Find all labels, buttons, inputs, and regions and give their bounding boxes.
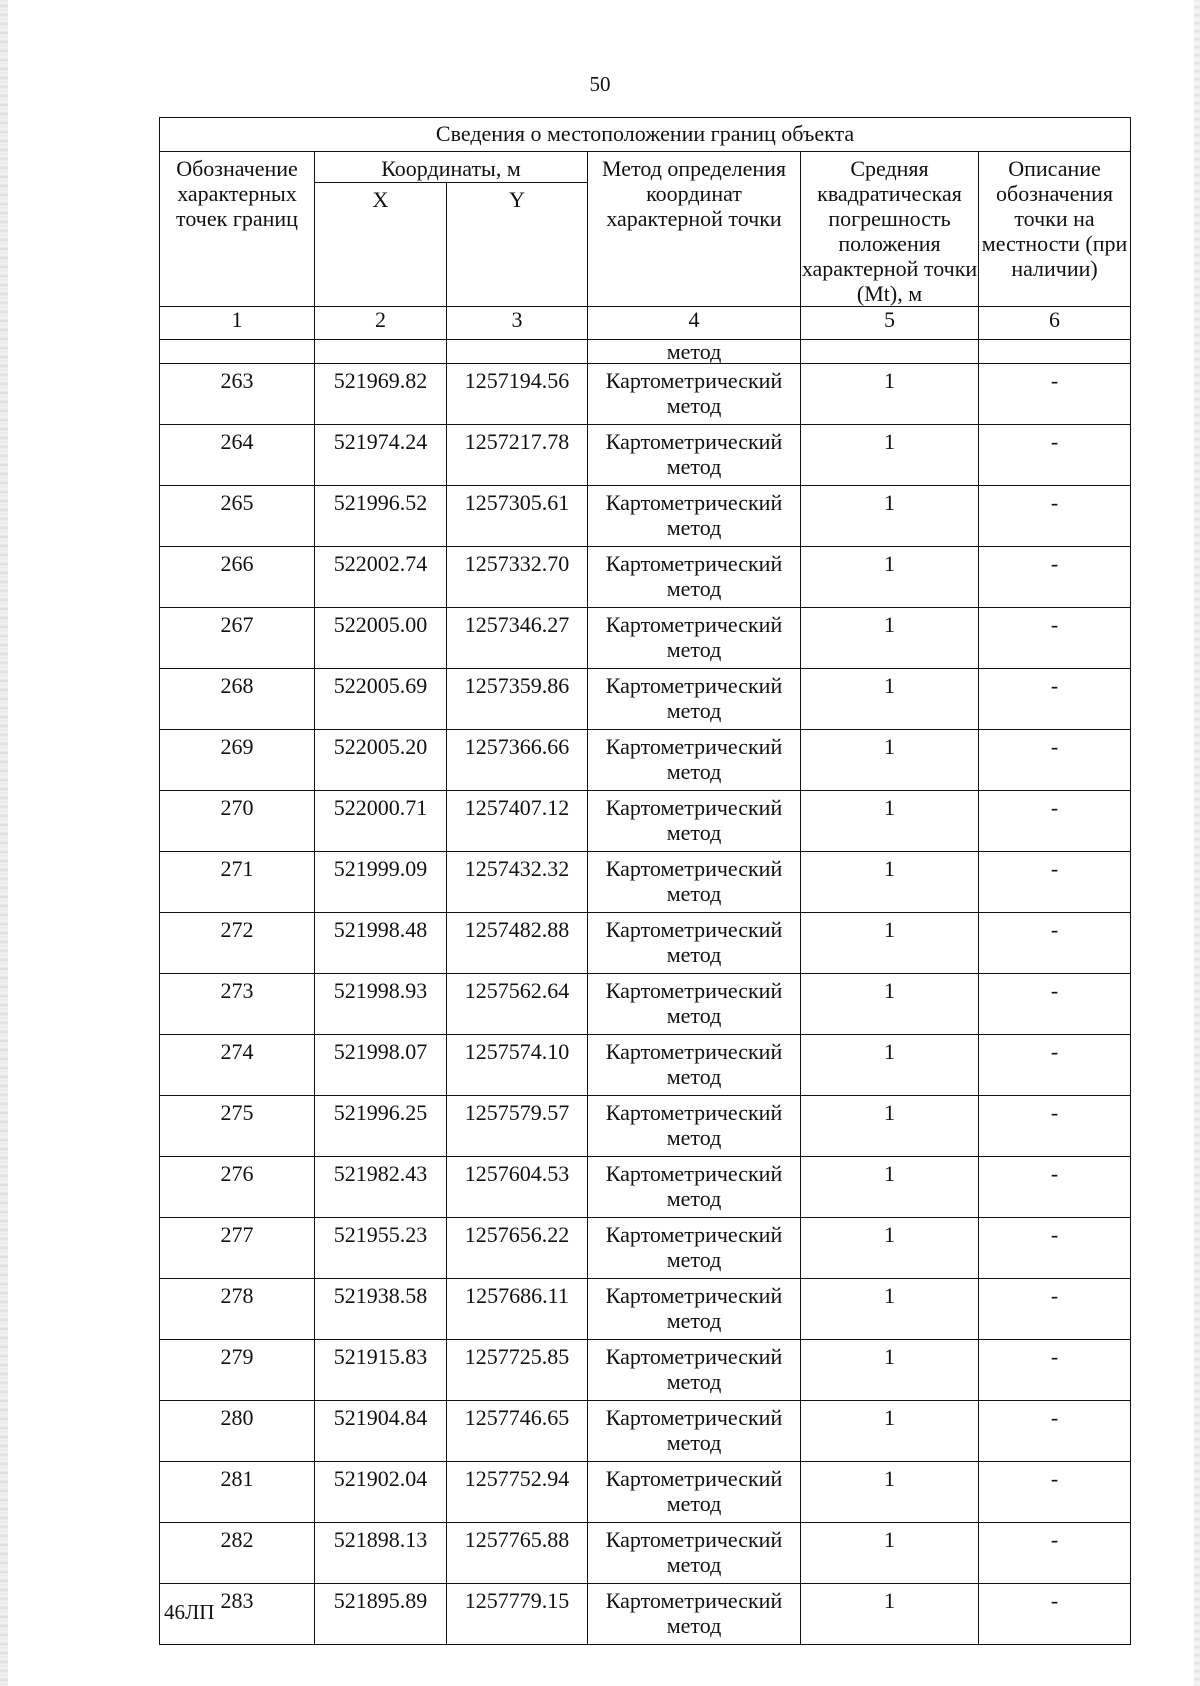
- table-row: [160, 791, 1131, 852]
- cell-point: 275: [160, 1096, 315, 1157]
- table-row: [160, 1279, 1131, 1340]
- table-row: [160, 1340, 1131, 1401]
- cell-error: 1: [801, 1401, 979, 1462]
- cell-method: Картометрический метод: [588, 486, 801, 547]
- header-x: X: [315, 183, 447, 307]
- cell-description: -: [979, 791, 1131, 852]
- cell-point: 277: [160, 1218, 315, 1279]
- cell-point: 280: [160, 1401, 315, 1462]
- cell-y: 1257686.11: [447, 1279, 588, 1340]
- cell-point: 283: [160, 1584, 315, 1645]
- cell-x: 522005.20: [315, 730, 447, 791]
- cell-point: 270: [160, 791, 315, 852]
- cell-description: -: [979, 1279, 1131, 1340]
- cell-description: -: [979, 1584, 1131, 1645]
- cell-y: 1257217.78: [447, 425, 588, 486]
- cell-y: 1257359.86: [447, 669, 588, 730]
- cell-y: 1257604.53: [447, 1157, 588, 1218]
- cell-point: 266: [160, 547, 315, 608]
- cell-y: 1257432.32: [447, 852, 588, 913]
- column-number: 6: [979, 307, 1131, 340]
- cell-y: 1257656.22: [447, 1218, 588, 1279]
- cell-method: Картометрический метод: [588, 852, 801, 913]
- cell-point: 274: [160, 1035, 315, 1096]
- cell-point: 272: [160, 913, 315, 974]
- cell-x: 522005.00: [315, 608, 447, 669]
- cell-y: 1257194.56: [447, 364, 588, 425]
- table-row: [160, 425, 1131, 486]
- cell-y: 1257725.85: [447, 1340, 588, 1401]
- scan-edge-left: [0, 0, 8, 1686]
- cell-method: Картометрический метод: [588, 1584, 801, 1645]
- cell-x: 521996.52: [315, 486, 447, 547]
- cell-error: 1: [801, 1035, 979, 1096]
- cell-x: 521982.43: [315, 1157, 447, 1218]
- cell-description: -: [979, 1096, 1131, 1157]
- cell-method: Картометрический метод: [588, 1340, 801, 1401]
- boundary-coordinates-table: [159, 117, 1131, 1645]
- cell-x: 521938.58: [315, 1279, 447, 1340]
- cell-error: 1: [801, 669, 979, 730]
- cell-x: 521898.13: [315, 1523, 447, 1584]
- table-row: [160, 1157, 1131, 1218]
- footer-code: 46ЛП: [164, 1600, 215, 1624]
- header-coordinates: Координаты, м: [315, 152, 588, 183]
- cell-y: 1257779.15: [447, 1584, 588, 1645]
- cell-point: 268: [160, 669, 315, 730]
- cell-method: Картометрический метод: [588, 730, 801, 791]
- cell-y: 1257752.94: [447, 1462, 588, 1523]
- cell-error: 1: [801, 1096, 979, 1157]
- cell-error: 1: [801, 974, 979, 1035]
- cell-y: 1257346.27: [447, 608, 588, 669]
- cell-method: Картометрический метод: [588, 1157, 801, 1218]
- cell-method: Картометрический метод: [588, 1096, 801, 1157]
- table-row: [160, 608, 1131, 669]
- cell-description: -: [979, 852, 1131, 913]
- cell-point: 271: [160, 852, 315, 913]
- continued-row: [160, 340, 1131, 364]
- cell-x: 521998.07: [315, 1035, 447, 1096]
- table-row: [160, 669, 1131, 730]
- table-row: [160, 1218, 1131, 1279]
- cell-method: Картометрический метод: [588, 791, 801, 852]
- cell-y: 1257579.57: [447, 1096, 588, 1157]
- table-row: [160, 913, 1131, 974]
- cell-error: 1: [801, 852, 979, 913]
- table-row: [160, 730, 1131, 791]
- table-title: Сведения о местоположении границ объекта: [160, 118, 1131, 152]
- page-number: [0, 72, 1200, 97]
- cell-error: 1: [801, 1462, 979, 1523]
- cell-method: Картометрический метод: [588, 425, 801, 486]
- cell-error: 1: [801, 425, 979, 486]
- cell-method: Картометрический метод: [588, 364, 801, 425]
- cell-error: 1: [801, 608, 979, 669]
- cell-x: 521996.25: [315, 1096, 447, 1157]
- cell-x: 521974.24: [315, 425, 447, 486]
- table-body: [160, 364, 1131, 1645]
- column-number: 2: [315, 307, 447, 340]
- cell-method: Картометрический метод: [588, 1401, 801, 1462]
- cell-x: 522005.69: [315, 669, 447, 730]
- cell-error: 1: [801, 1218, 979, 1279]
- table-row: [160, 486, 1131, 547]
- cell-y: 1257482.88: [447, 913, 588, 974]
- cell-method: Картометрический метод: [588, 1462, 801, 1523]
- cell-point: 279: [160, 1340, 315, 1401]
- cell-y: 1257562.64: [447, 974, 588, 1035]
- cell-description: -: [979, 730, 1131, 791]
- cell-x: 521999.09: [315, 852, 447, 913]
- cell-y: 1257366.66: [447, 730, 588, 791]
- cell-x: 521969.82: [315, 364, 447, 425]
- cell-method: Картометрический метод: [588, 608, 801, 669]
- table-row: [160, 852, 1131, 913]
- cell-description: -: [979, 608, 1131, 669]
- cell-error: 1: [801, 486, 979, 547]
- table-row: [160, 1401, 1131, 1462]
- cell-y: 1257746.65: [447, 1401, 588, 1462]
- cell-x: 521915.83: [315, 1340, 447, 1401]
- table-row: [160, 547, 1131, 608]
- cell-description: -: [979, 669, 1131, 730]
- cell-point: 263: [160, 364, 315, 425]
- cell-method: Картометрический метод: [588, 547, 801, 608]
- header-designation: Обозначение характерных точек границ: [160, 152, 315, 307]
- cell-error: 1: [801, 1340, 979, 1401]
- cell-error: 1: [801, 364, 979, 425]
- cell-point: 269: [160, 730, 315, 791]
- cell-description: -: [979, 364, 1131, 425]
- cell-description: -: [979, 1401, 1131, 1462]
- page-number-text: 50: [589, 72, 611, 96]
- cell-x: 521955.23: [315, 1218, 447, 1279]
- cell-description: -: [979, 425, 1131, 486]
- table-row: [160, 364, 1131, 425]
- cell-description: -: [979, 1157, 1131, 1218]
- cell-x: 522000.71: [315, 791, 447, 852]
- table-row: [160, 1584, 1131, 1645]
- cell-x: 521902.04: [315, 1462, 447, 1523]
- continued-method: метод: [588, 340, 801, 364]
- cell-error: 1: [801, 1584, 979, 1645]
- cell-description: -: [979, 1523, 1131, 1584]
- cell-method: Картометрический метод: [588, 669, 801, 730]
- cell-point: 273: [160, 974, 315, 1035]
- cell-description: -: [979, 1340, 1131, 1401]
- cell-point: 282: [160, 1523, 315, 1584]
- cell-y: 1257407.12: [447, 791, 588, 852]
- table-row: [160, 1035, 1131, 1096]
- cell-point: 265: [160, 486, 315, 547]
- cell-error: 1: [801, 1279, 979, 1340]
- table-row: [160, 1523, 1131, 1584]
- cell-error: 1: [801, 791, 979, 852]
- cell-x: 522002.74: [315, 547, 447, 608]
- cell-description: -: [979, 913, 1131, 974]
- cell-method: Картометрический метод: [588, 1279, 801, 1340]
- cell-description: -: [979, 1218, 1131, 1279]
- cell-y: 1257765.88: [447, 1523, 588, 1584]
- cell-point: 278: [160, 1279, 315, 1340]
- cell-x: 521998.93: [315, 974, 447, 1035]
- cell-y: 1257574.10: [447, 1035, 588, 1096]
- column-number: 1: [160, 307, 315, 340]
- cell-x: 521904.84: [315, 1401, 447, 1462]
- cell-x: 521998.48: [315, 913, 447, 974]
- header-method: Метод определения координат характерной точки: [588, 152, 801, 307]
- scan-edge-right: [1194, 0, 1200, 1686]
- cell-method: Картометрический метод: [588, 974, 801, 1035]
- cell-method: Картометрический метод: [588, 1035, 801, 1096]
- cell-description: -: [979, 1462, 1131, 1523]
- column-number-row: [160, 307, 1131, 340]
- cell-y: 1257305.61: [447, 486, 588, 547]
- cell-point: 264: [160, 425, 315, 486]
- header-description: Описание обозначения точки на местности (при наличии): [979, 152, 1131, 307]
- cell-y: 1257332.70: [447, 547, 588, 608]
- column-number: 4: [588, 307, 801, 340]
- table-row: [160, 1096, 1131, 1157]
- column-number: 3: [447, 307, 588, 340]
- cell-description: -: [979, 1035, 1131, 1096]
- cell-error: 1: [801, 913, 979, 974]
- table-row: [160, 1462, 1131, 1523]
- header-error: Средняя квадратическая погрешность положения характерной точки (Mt), м: [801, 152, 979, 307]
- cell-x: 521895.89: [315, 1584, 447, 1645]
- cell-point: 267: [160, 608, 315, 669]
- cell-error: 1: [801, 1523, 979, 1584]
- cell-description: -: [979, 486, 1131, 547]
- cell-error: 1: [801, 730, 979, 791]
- cell-error: 1: [801, 547, 979, 608]
- cell-method: Картометрический метод: [588, 1523, 801, 1584]
- cell-point: 281: [160, 1462, 315, 1523]
- cell-description: -: [979, 974, 1131, 1035]
- cell-point: 276: [160, 1157, 315, 1218]
- cell-error: 1: [801, 1157, 979, 1218]
- header-y: Y: [447, 183, 588, 307]
- cell-method: Картометрический метод: [588, 913, 801, 974]
- cell-description: -: [979, 547, 1131, 608]
- table-row: [160, 974, 1131, 1035]
- cell-method: Картометрический метод: [588, 1218, 801, 1279]
- column-number: 5: [801, 307, 979, 340]
